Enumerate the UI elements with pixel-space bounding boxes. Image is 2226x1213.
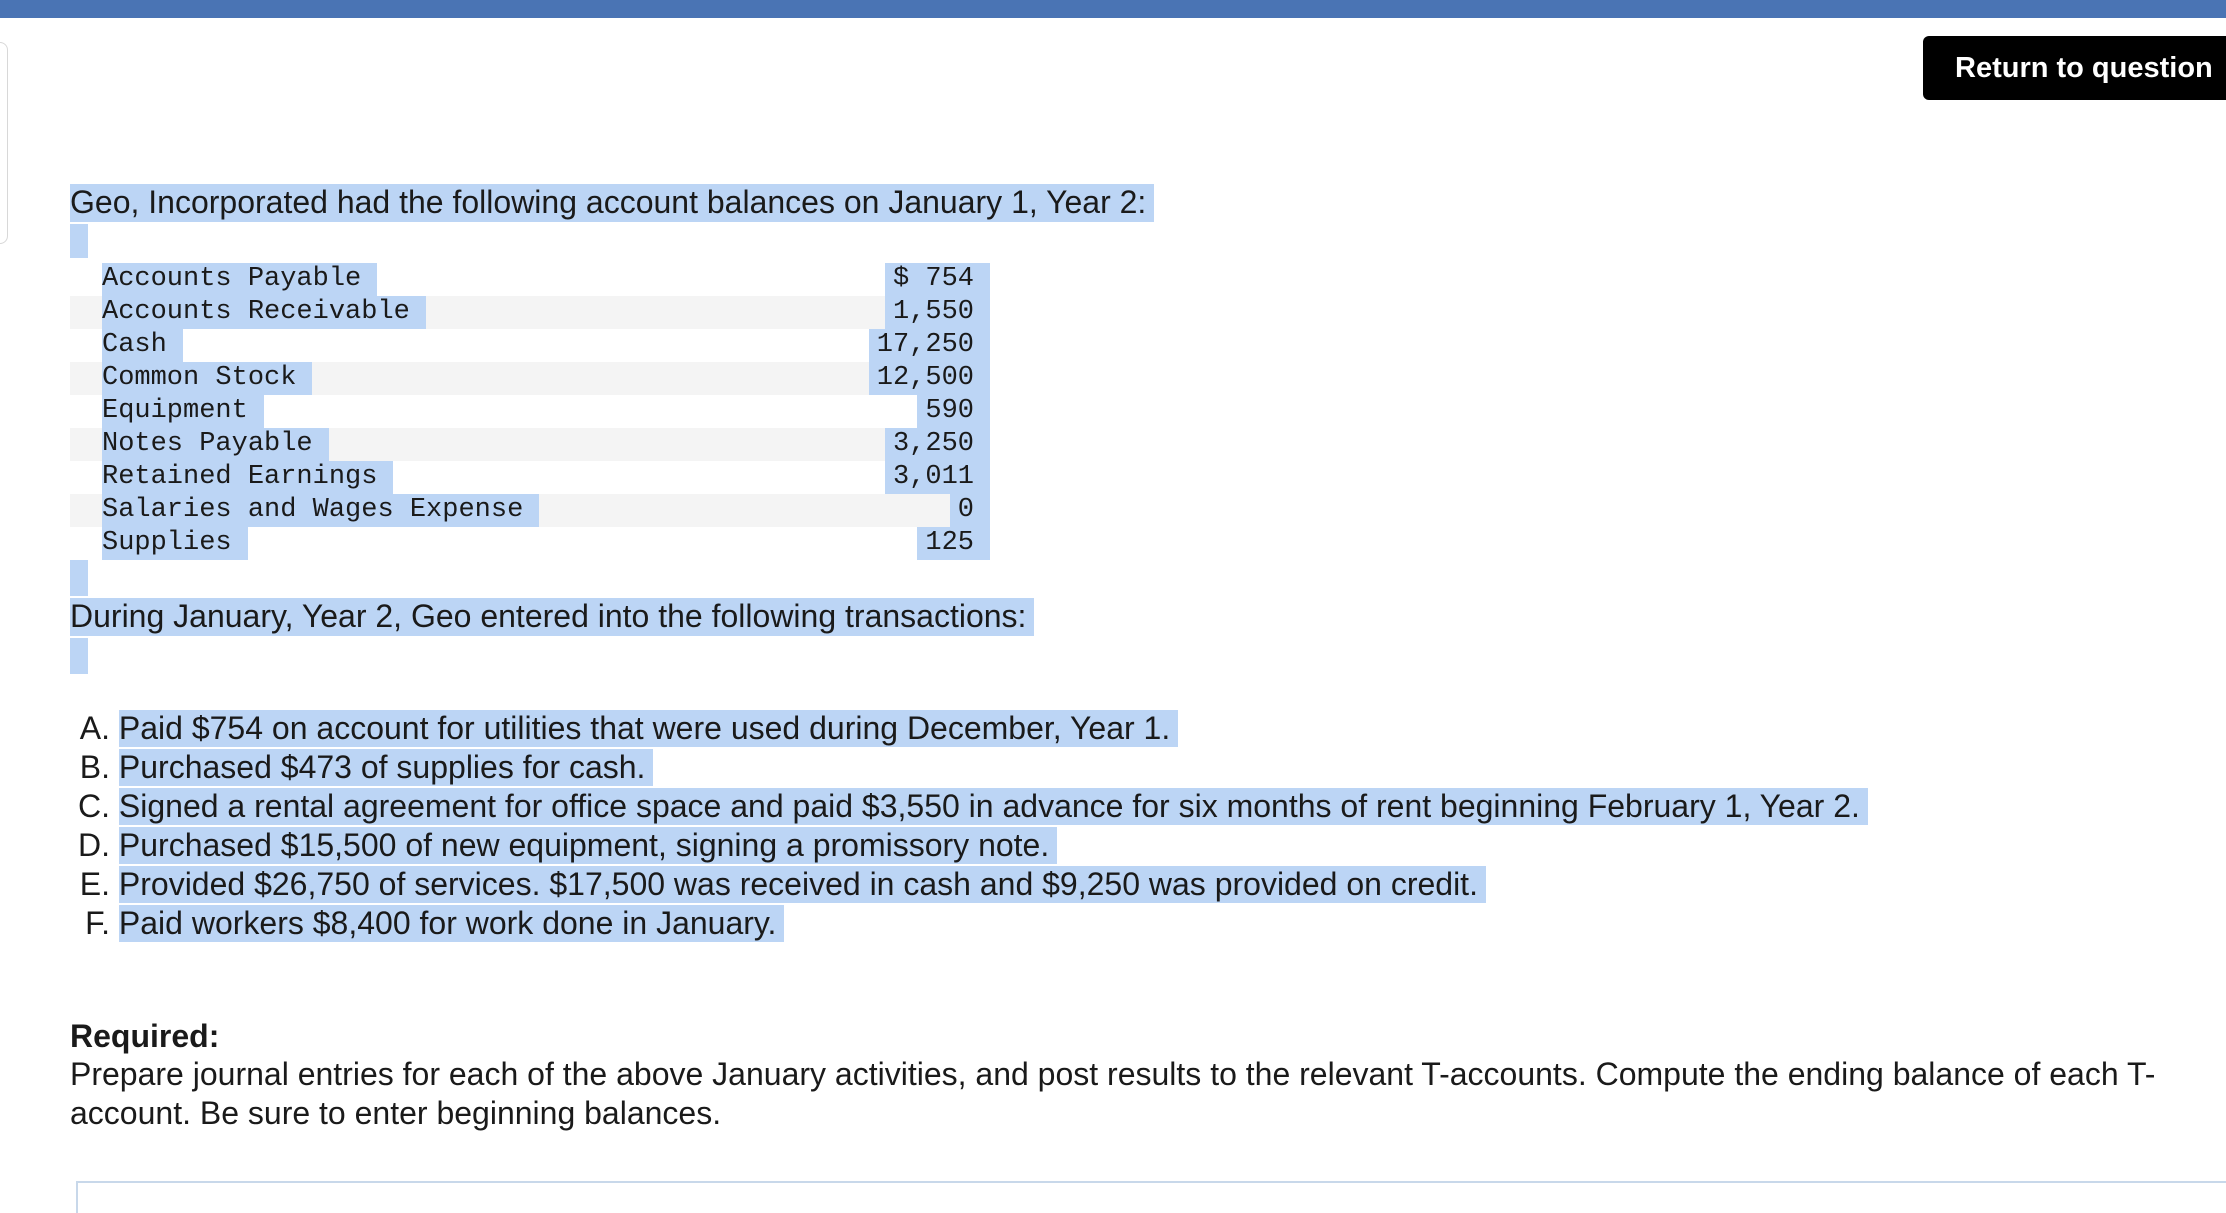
account-name: Accounts Receivable bbox=[102, 296, 426, 329]
transaction-text: Paid $754 on account for utilities that were used during December, Year 1. bbox=[119, 710, 1178, 747]
account-amount: 125 bbox=[917, 527, 990, 560]
transaction-text: Paid workers $8,400 for work done in January. bbox=[119, 905, 785, 942]
account-name: Cash bbox=[102, 329, 183, 362]
required-instructions: Prepare journal entries for each of the above January activities, and post results to the relevant T-accounts. Compute the ending balance of each T-account. Be sure to enter beginning balances. bbox=[70, 1056, 2156, 1131]
intro-paragraph bbox=[70, 180, 1154, 224]
transaction-letter: F. bbox=[85, 905, 110, 941]
transaction-item bbox=[70, 709, 1868, 748]
required-heading: Required: bbox=[70, 1018, 220, 1054]
transactions-list bbox=[70, 709, 1868, 943]
account-amount: 17,250 bbox=[869, 329, 990, 362]
selection-highlight bbox=[70, 638, 88, 674]
transaction-letter: D. bbox=[78, 827, 110, 863]
transaction-item bbox=[70, 748, 1868, 787]
account-name: Common Stock bbox=[102, 362, 312, 395]
balance-row bbox=[70, 329, 990, 362]
transactions-intro bbox=[70, 594, 1034, 638]
balance-row bbox=[70, 263, 990, 296]
transaction-text: Purchased $15,500 of new equipment, signing a promissory note. bbox=[119, 827, 1057, 864]
account-name: Supplies bbox=[102, 527, 248, 560]
transaction-item bbox=[70, 865, 1868, 904]
transaction-letter: B. bbox=[79, 749, 110, 785]
return-to-question-button[interactable]: Return to question bbox=[1923, 36, 2226, 100]
selection-highlight bbox=[70, 560, 88, 596]
top-header-bar bbox=[0, 0, 2226, 18]
transaction-letter: E. bbox=[79, 866, 110, 902]
answer-panel-edge bbox=[76, 1181, 2226, 1213]
balance-row bbox=[70, 494, 990, 527]
left-panel-edge bbox=[0, 42, 8, 244]
transaction-text: Provided $26,750 of services. $17,500 was received in cash and $9,250 was provided on credit. bbox=[119, 866, 1486, 903]
transaction-item bbox=[70, 904, 1868, 943]
transaction-text: Signed a rental agreement for office space and paid $3,550 in advance for six months of rent beginning February 1, Year 2. bbox=[119, 788, 1868, 825]
account-name: Notes Payable bbox=[102, 428, 329, 461]
account-amount: 590 bbox=[917, 395, 990, 428]
selection-highlight bbox=[70, 224, 88, 258]
balance-row bbox=[70, 461, 990, 494]
transaction-item bbox=[70, 787, 1868, 826]
transaction-letter: C. bbox=[78, 788, 110, 824]
account-amount: 3,011 bbox=[885, 461, 990, 494]
transaction-letter: A. bbox=[79, 710, 110, 746]
account-name: Retained Earnings bbox=[102, 461, 393, 494]
balance-row bbox=[70, 395, 990, 428]
account-amount: 12,500 bbox=[869, 362, 990, 395]
account-name: Accounts Payable bbox=[102, 263, 377, 296]
account-amount: 0 bbox=[950, 494, 990, 527]
account-amount: 3,250 bbox=[885, 428, 990, 461]
account-amount: $ 754 bbox=[885, 263, 990, 296]
account-name: Salaries and Wages Expense bbox=[102, 494, 539, 527]
transaction-text: Purchased $473 of supplies for cash. bbox=[119, 749, 654, 786]
balance-row bbox=[70, 428, 990, 461]
account-balances-table bbox=[70, 263, 990, 560]
account-name: Equipment bbox=[102, 395, 264, 428]
intro-text: Geo, Incorporated had the following account balances on January 1, Year 2: bbox=[70, 184, 1154, 222]
account-amount: 1,550 bbox=[885, 296, 990, 329]
transactions-intro-text: During January, Year 2, Geo entered into the following transactions: bbox=[70, 598, 1034, 636]
balance-row bbox=[70, 296, 990, 329]
balance-row bbox=[70, 362, 990, 395]
transaction-item bbox=[70, 826, 1868, 865]
balance-row bbox=[70, 527, 990, 560]
